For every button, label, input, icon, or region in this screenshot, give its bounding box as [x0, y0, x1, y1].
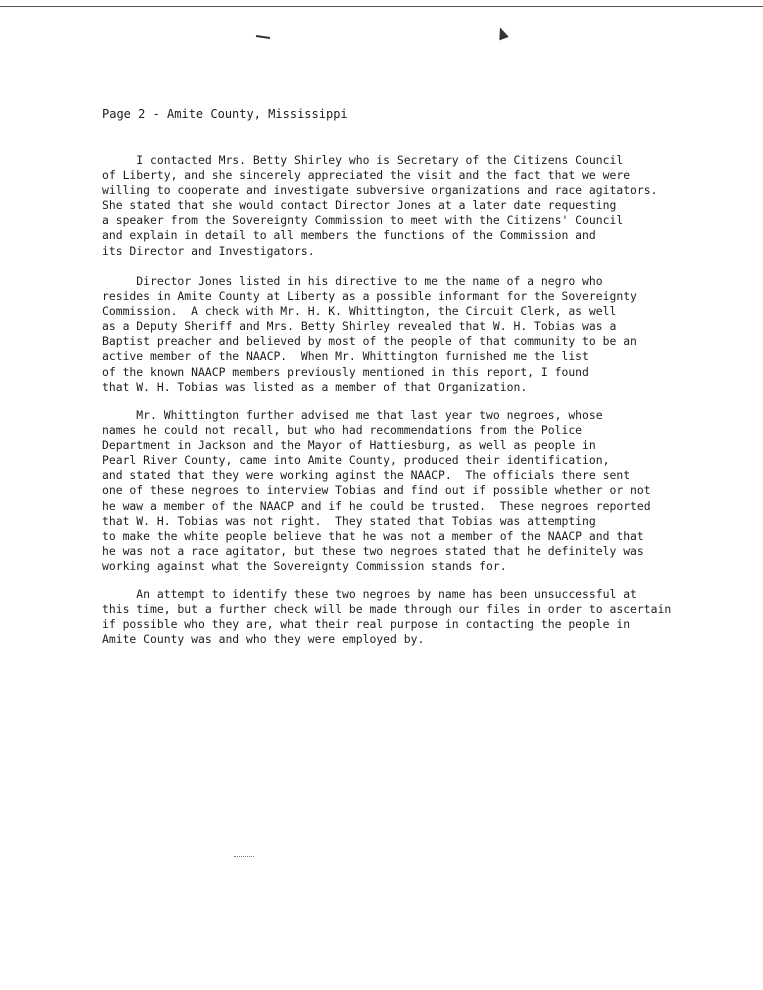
text-line: I contacted Mrs. Betty Shirley who is Secretary of the Citizens Council [102, 153, 624, 167]
text-line: Pearl River County, came into Amite County, produced their identification, [102, 453, 610, 468]
text-line: and explain in detail to all members the functions of the Commission and [102, 228, 596, 243]
text-line: Department in Jackson and the Mayor of Hattiesburg, as well as people in [102, 438, 596, 453]
text-line: as a Deputy Sheriff and Mrs. Betty Shirley revealed that W. H. Tobias was a [102, 319, 617, 334]
text-line: Commission. A check with Mr. H. K. Whittington, the Circuit Clerk, as well [102, 304, 617, 319]
paragraph-4 [102, 587, 671, 647]
page-header: Page 2 - Amite County, Mississippi [102, 107, 348, 121]
text-line: She stated that she would contact Director Jones at a later date requesting [102, 198, 617, 213]
paragraph-1 [102, 153, 657, 259]
text-line: to make the white people believe that he was not a member of the NAACP and that [102, 528, 644, 543]
text-line: willing to cooperate and investigate subversive organizations and race agitators. [102, 183, 658, 198]
text-line: he waw a member of the NAACP and if he could be trusted. These negroes reported [102, 498, 651, 513]
top-edge-rule [0, 6, 763, 7]
stray-mark [495, 26, 509, 41]
text-line: a speaker from the Sovereignty Commission to meet with the Citizens' Council [102, 213, 624, 228]
text-line: that W. H. Tobias was not right. They stated that Tobias was attempting [102, 513, 596, 528]
text-line: Amite County was and who they were employed by. [102, 632, 425, 647]
text-line: names he could not recall, but who had recommendations from the Police [102, 423, 583, 438]
paragraph-2 [102, 274, 637, 395]
text-line: Baptist preacher and believed by most of the people of that community to be an [102, 334, 637, 349]
stray-mark [256, 35, 270, 39]
text-line: and stated that they were working aginst the NAACP. The officials there sent [102, 468, 631, 483]
text-line: resides in Amite County at Liberty as a possible informant for the Sovereignty [102, 289, 637, 304]
text-line: that W. H. Tobias was listed as a member of that Organization. [102, 379, 528, 394]
text-line: he was not a race agitator, but these two negroes stated that he definitely was [102, 543, 644, 558]
text-line: of Liberty, and she sincerely appreciated the visit and the fact that we were [102, 168, 631, 183]
stray-mark [234, 856, 254, 859]
text-line: its Director and Investigators. [102, 243, 315, 258]
text-line: of the known NAACP members previously mentioned in this report, I found [102, 364, 589, 379]
paragraph-3 [102, 408, 651, 574]
text-line: working against what the Sovereignty Commission stands for. [102, 558, 507, 573]
text-line: if possible who they are, what their real purpose in contacting the people in [102, 617, 631, 632]
text-line: this time, but a further check will be made through our files in order to ascertain [102, 602, 672, 617]
text-line: one of these negroes to interview Tobias and find out if possible whether or not [102, 483, 651, 498]
text-line: An attempt to identify these two negroes by name has been unsuccessful at [102, 587, 637, 601]
text-line: Mr. Whittington further advised me that last year two negroes, whose [102, 408, 603, 422]
text-line: active member of the NAACP. When Mr. Whittington furnished me the list [102, 349, 589, 364]
text-line: Director Jones listed in his directive to me the name of a negro who [102, 274, 603, 288]
